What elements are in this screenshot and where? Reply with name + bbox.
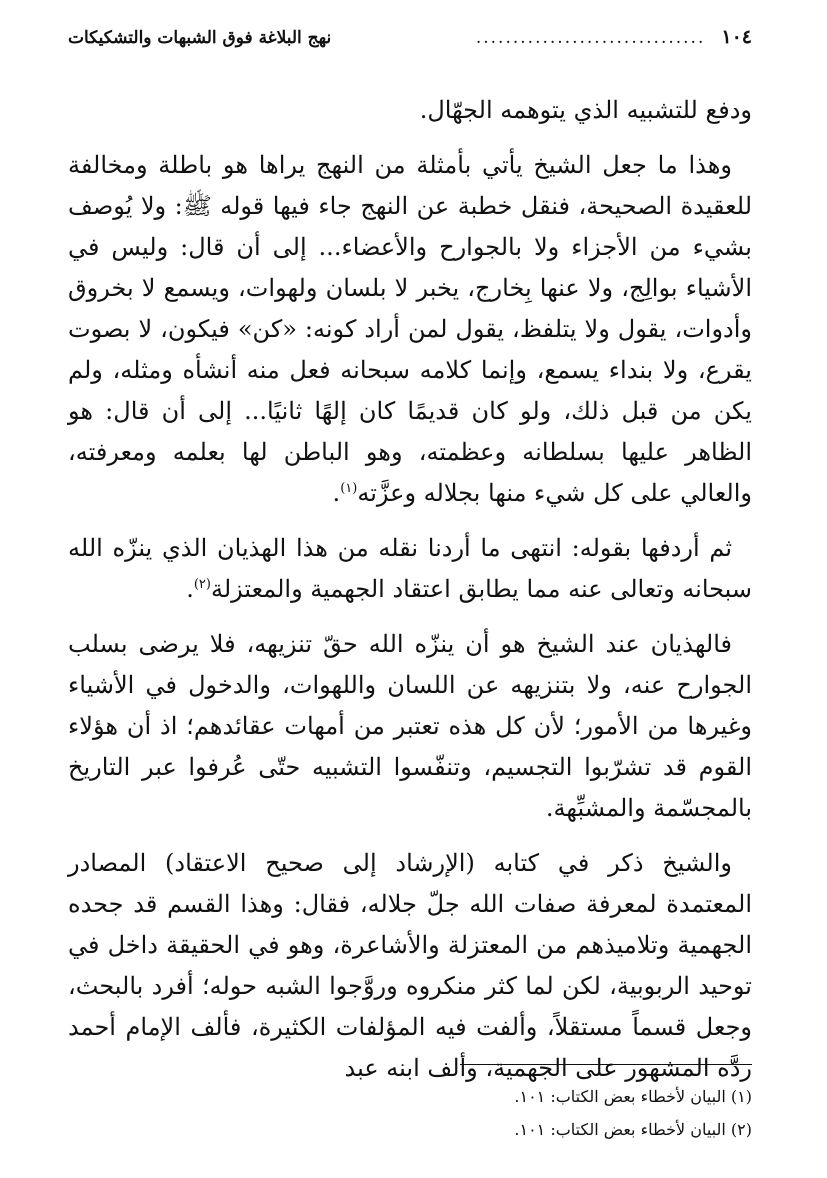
page-number: ١٠٤ bbox=[721, 26, 752, 48]
running-title: نهج البلاغة فوق الشبهات والتشكيكات bbox=[68, 28, 332, 48]
paragraph-2-tail: . bbox=[332, 479, 341, 507]
page-header bbox=[68, 26, 752, 60]
header-leader-dots: ............................... bbox=[475, 28, 706, 48]
paragraph-4-text: فالهذيان عند الشيخ هو أن ينزّه الله حقّ تنزيهه، فلا يرضى بسلب الجوارح عنه، ولا بتنزيهه عن اللسان واللهوات، والدخول في الأشياء وغيرها من الأمور؛ لأن كل هذه تعتبر من أمهات عقائدهم؛ اذ أن هؤلاء القوم قد تشرّبوا التجسيم، وتنفّسوا التشبيه حتّى عُرفوا عبر التاريخ بالمجسّمة والمشبِّهة. bbox=[68, 630, 752, 822]
paragraph-5 bbox=[68, 843, 752, 1089]
book-page bbox=[68, 26, 752, 1103]
footnote-1: (١) البيان لأخطاء بعض الكتاب: ١٠١. bbox=[514, 1087, 752, 1106]
paragraph-3-tail: . bbox=[186, 575, 194, 603]
paragraph-5-text: والشيخ ذكر في كتابه (الإرشاد إلى صحيح الاعتقاد) المصادر المعتمدة لمعرفة صفات الله جلّ جلاله، فقال: وهذا القسم قد جحده الجهمية وتلاميذهم من المعتزلة والأشاعرة، وهو في الحقيقة داخل في توحيد الربوبية، لكن لما كثر منكروه وروَّجوا الشبه حوله؛ أفرد بالبحث، وجعل قسماً مستقلاً، وألفت فيه المؤلفات الكثيرة، فألف الإمام أحمد ردَّه المشهور على الجهمية، وألف ابنه عبد bbox=[68, 849, 752, 1082]
footnote-2: (٢) البيان لأخطاء بعض الكتاب: ١٠١. bbox=[514, 1120, 752, 1139]
footnote-ref-1: (١) bbox=[340, 481, 358, 496]
paragraph-3 bbox=[68, 528, 752, 610]
paragraph-3-text: ثم أردفها بقوله: انتهى ما أردنا نقله من هذا الهذيان الذي ينزّه الله سبحانه وتعالى عنه مما يطابق اعتقاد الجهمية والمعتزلة bbox=[68, 534, 752, 603]
footnote-divider bbox=[460, 1064, 752, 1065]
footnotes bbox=[68, 1080, 752, 1146]
footnote-ref-2: (٢) bbox=[193, 577, 211, 592]
paragraph-2 bbox=[68, 145, 752, 514]
paragraph-1 bbox=[68, 90, 752, 131]
paragraph-4 bbox=[68, 624, 752, 829]
body-text bbox=[68, 90, 752, 1089]
paragraph-1-text: ودفع للتشبيه الذي يتوهمه الجهّال. bbox=[419, 96, 752, 124]
paragraph-2-text: وهذا ما جعل الشيخ يأتي بأمثلة من النهج يراها هو باطلة ومخالفة للعقيدة الصحيحة، فنقل خطبة عن النهج جاء فيها قوله ﷺ: ولا يُوصف بشيء من الأجزاء ولا بالجوارح والأعضاء... إلى أن قال: وليس في الأشياء بوالِج، ولا عنها بِخارج، يخبر لا بلسان ولهوات، ويسمع لا بخروق وأدوات، يقول ولا يتلفظ، يقول لمن أراد كونه: «كن» فيكون، لا بصوت يقرع، ولا بنداء يسمع، وإنما كلامه سبحانه فعل منه أنشأه ومثله، ولم يكن من قبل ذلك، ولو كان قديمًا كان إلهًا ثانيًا... إلى أن قال: هو الظاهر عليها بسلطانه وعظمته، وهو الباطن لها بعلمه ومعرفته، والعالي على كل شيء منها بجلاله وعزَّته bbox=[68, 151, 752, 507]
